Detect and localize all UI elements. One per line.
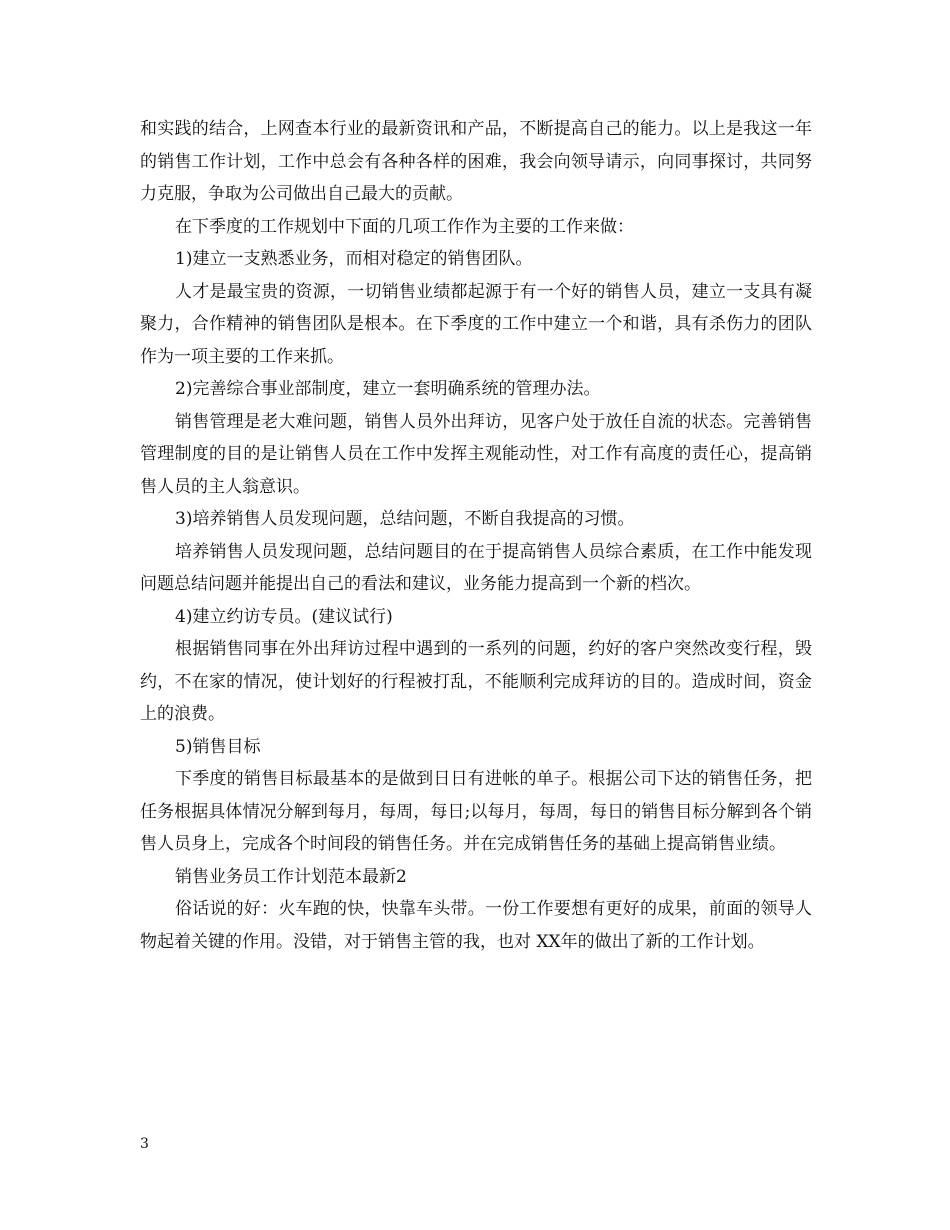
paragraph-section-intro: 俗话说的好：火车跑的快，快靠车头带。一份工作要想有更好的成果，前面的领导人物起着关键的作用。没错，对于销售主管的我，也对 XX年的做出了新的工作计划。: [140, 899, 812, 952]
paragraph-item-2: 销售管理是老大难问题，销售人员外出拜访，见客户处于放任自流的状态。完善销售管理制度的目的是让销售人员在工作中发挥主观能动性，对工作有高度的责任心，提高销售人员的主人翁意识。: [140, 411, 812, 497]
paragraph-item-1: 人才是最宝贵的资源，一切销售业绩都起源于有一个好的销售人员，建立一支具有凝聚力，合作精神的销售团队是根本。在下季度的工作中建立一个和谐，具有杀伤力的团队作为一项主要的工作来抓。: [140, 281, 812, 367]
page-number: 3: [140, 1136, 149, 1152]
paragraph-intro-plan: 在下季度的工作规划中下面的几项工作作为主要的工作来做：: [175, 216, 634, 237]
heading-item-3: 3)培养销售人员发现问题，总结问题，不断自我提高的习惯。: [175, 509, 635, 529]
paragraph-item-4: 根据销售同事在外出拜访过程中遇到的一系列的问题，约好的客户突然改变行程，毁约，不在家的情况，使计划好的行程被打乱，不能顺利完成拜访的目的。造成时间，资金上的浪费。: [140, 639, 812, 724]
heading-item-2: 2)完善综合事业部制度，建立一套明确系统的管理办法。: [175, 379, 601, 399]
heading-item-1: 1)建立一支熟悉业务，而相对稳定的销售团队。: [175, 249, 533, 269]
paragraph-item-3: 培养销售人员发现问题，总结问题目的在于提高销售人员综合素质，在工作中能发现问题总结问题并能提出自己的看法和建议，业务能力提高到一个新的档次。: [140, 541, 812, 594]
heading-item-5: 5)销售目标: [175, 736, 261, 757]
paragraph-continuation: 和实践的结合，上网查本行业的最新资讯和产品，不断提高自己的能力。以上是我这一年的销售工作计划，工作中总会有各种各样的困难，我会向领导请示，向同事探讨，共同努力克服，争取为公司做出自己最大的贡献。: [140, 119, 812, 204]
heading-item-4: 4)建立约访专员。(建议试行): [175, 606, 393, 627]
section-title: 销售业务员工作计划范本最新2: [175, 866, 407, 887]
paragraph-item-5: 下季度的销售目标最基本的是做到日日有进帐的单子。根据公司下达的销售任务，把任务根据具体情况分解到每月，每周，每日;以每月，每周，每日的销售目标分解到各个销售人员身上，完成各个时间段的销售任务。并在完成销售任务的基础上提高销售业绩。: [140, 769, 812, 854]
document-body: [140, 113, 812, 958]
